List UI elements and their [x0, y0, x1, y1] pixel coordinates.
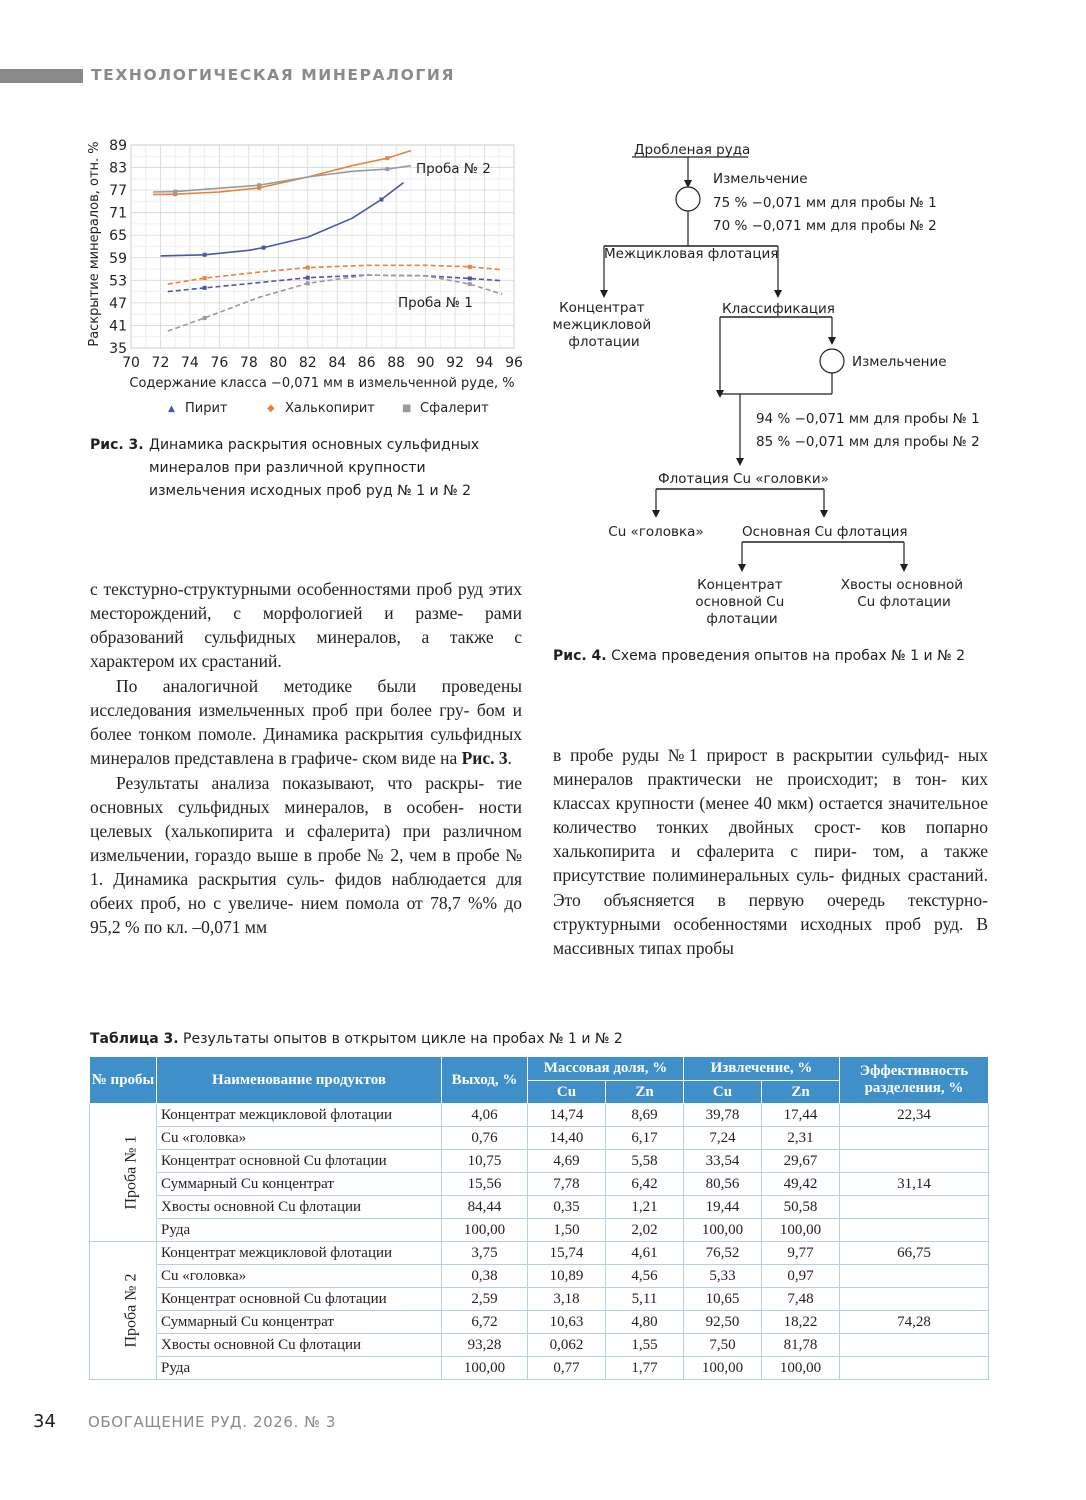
value-cell: 14,74 — [528, 1104, 606, 1127]
data-point — [306, 281, 310, 285]
fig4-caption-text: Схема проведения опытов на пробах № 1 и № 2 — [611, 648, 965, 664]
regrind-spec-2: 85 % −0,071 мм для пробы № 2 — [756, 434, 980, 450]
value-cell: 74,28 — [840, 1311, 989, 1334]
section-title: ТЕХНОЛОГИЧЕСКАЯ МИНЕРАЛОГИЯ — [91, 66, 455, 84]
value-cell: 4,06 — [442, 1104, 528, 1127]
value-cell — [840, 1265, 989, 1288]
value-cell: 39,78 — [684, 1104, 762, 1127]
value-cell: 18,22 — [762, 1311, 840, 1334]
fig4-flowsheet — [552, 132, 992, 632]
header-zn: Zn — [606, 1081, 684, 1104]
value-cell: 49,42 — [762, 1173, 840, 1196]
fig3-caption — [90, 434, 510, 503]
y-tick-label: 47 — [109, 295, 127, 312]
node-main-concentrate: Концентрат основной Cu флотации — [695, 577, 785, 627]
x-tick-label: 78 — [239, 355, 258, 371]
header-sample: № пробы — [90, 1057, 157, 1104]
table-row — [90, 1334, 989, 1357]
table-row — [90, 1242, 989, 1265]
value-cell: 7,50 — [684, 1334, 762, 1357]
value-cell: 100,00 — [442, 1219, 528, 1242]
value-cell — [840, 1150, 989, 1173]
value-cell: 1,50 — [528, 1219, 606, 1242]
value-cell: 0,35 — [528, 1196, 606, 1219]
table-row — [90, 1127, 989, 1150]
y-tick-label: 35 — [109, 341, 127, 357]
annotation-sample-1: Проба № 1 — [398, 295, 473, 311]
paragraph: По аналогичной методике были проведены исследования измельченных проб при более гру- бом и более тонком помоле. Динамика раскрытия сульфидных минералов представлена в графиче- ском виде на Рис. 3. — [90, 675, 522, 769]
y-tick-label: 41 — [109, 318, 127, 335]
annotation-sample-2: Проба № 2 — [416, 161, 491, 177]
y-tick-label: 53 — [109, 273, 127, 290]
sample-group-label: Проба № 1 — [90, 1104, 157, 1242]
value-cell: 3,75 — [442, 1242, 528, 1265]
value-cell: 19,44 — [684, 1196, 762, 1219]
product-name-cell: Суммарный Cu концентрат — [157, 1311, 442, 1334]
header-bar — [0, 69, 83, 83]
node-regrinding: Измельчение — [852, 354, 947, 370]
fig3-caption-line: минералов при различной крупности — [149, 460, 426, 476]
product-name-cell: Хвосты основной Cu флотации — [157, 1196, 442, 1219]
node-intercycle-flotation: Межцикловая флотация — [604, 246, 779, 262]
value-cell: 15,74 — [528, 1242, 606, 1265]
data-point — [385, 167, 389, 171]
table-caption — [90, 1031, 623, 1047]
data-point — [306, 266, 310, 270]
product-name-cell: Концентрат основной Cu флотации — [157, 1288, 442, 1311]
x-tick-label: 94 — [475, 355, 494, 371]
value-cell: 4,56 — [606, 1265, 684, 1288]
value-cell: 0,38 — [442, 1265, 528, 1288]
value-cell: 6,72 — [442, 1311, 528, 1334]
data-point — [203, 286, 207, 290]
header-mass-fraction: Массовая доля, % — [528, 1057, 684, 1081]
value-cell: 10,75 — [442, 1150, 528, 1173]
x-tick-label: 82 — [298, 355, 317, 371]
value-cell: 100,00 — [684, 1219, 762, 1242]
value-cell: 93,28 — [442, 1334, 528, 1357]
value-cell: 0,062 — [528, 1334, 606, 1357]
product-name-cell: Хвосты основной Cu флотации — [157, 1334, 442, 1357]
value-cell: 17,44 — [762, 1104, 840, 1127]
table-row — [90, 1265, 989, 1288]
x-tick-label: 86 — [357, 355, 376, 371]
value-cell: 100,00 — [762, 1357, 840, 1380]
grind-spec-1: 75 % −0,071 мм для пробы № 1 — [713, 195, 937, 211]
grind-spec-2: 70 % −0,071 мм для пробы № 2 — [713, 218, 937, 234]
value-cell: 7,78 — [528, 1173, 606, 1196]
value-cell: 31,14 — [840, 1173, 989, 1196]
value-cell: 66,75 — [840, 1242, 989, 1265]
legend-marker-pyrite: ▲ — [168, 404, 175, 414]
table-row — [90, 1357, 989, 1380]
legend-sphalerite: Сфалерит — [420, 401, 489, 416]
x-tick-label: 90 — [416, 355, 435, 371]
value-cell — [840, 1196, 989, 1219]
data-point — [262, 246, 266, 250]
value-cell: 76,52 — [684, 1242, 762, 1265]
value-cell: 2,31 — [762, 1127, 840, 1150]
node-main-tails: Хвосты основной Cu флотации — [840, 577, 963, 610]
y-tick-label: 65 — [109, 228, 127, 245]
journal-name: ОБОГАЩЕНИЕ РУД. 2026. № 3 — [88, 1413, 337, 1431]
header-recovery: Извлечение, % — [684, 1057, 840, 1081]
x-tick-label: 76 — [210, 355, 229, 371]
table-row — [90, 1219, 989, 1242]
data-point — [203, 253, 207, 257]
value-cell — [840, 1357, 989, 1380]
x-tick-label: 80 — [269, 355, 288, 371]
value-cell: 84,44 — [442, 1196, 528, 1219]
value-cell: 100,00 — [762, 1219, 840, 1242]
data-point — [306, 276, 310, 280]
value-cell: 1,21 — [606, 1196, 684, 1219]
value-cell: 3,18 — [528, 1288, 606, 1311]
value-cell: 6,17 — [606, 1127, 684, 1150]
paragraph: в пробе руды №1 прирост в раскрытии сульфид- ных минералов практически не происходит; в тон- ких классах крупности (менее 40 мкм) остается значительное количество тонких двойных срост- ков попарно халькопирита и сфалерита с пири- том, а также присутствие полиминеральных суль- фидных срастаний. Это объясняется в первую очередь текстурно-структурными особенностями исходных проб руд. В массивных типах пробы — [553, 745, 989, 958]
product-name-cell: Руда — [157, 1357, 442, 1380]
left-column-text — [90, 577, 522, 939]
paragraph: Результаты анализа показывают, что раскры- тие основных сульфидных минералов, в особен- ности целевых (халькопирита и сфалерита) при различном измельчении, гораздо выше в пробе № 2, чем в пробе № 1. Динамика раскрытия суль- фидов наблюдается для обеих проб, но с увеличе- нием помола от 78,7 %% до 95,2 % по кл. –0,071 мм — [90, 772, 523, 938]
fig3-caption-line: измельчения исходных проб руд № 1 и № 2 — [149, 483, 472, 499]
value-cell: 10,63 — [528, 1311, 606, 1334]
value-cell: 4,69 — [528, 1150, 606, 1173]
value-cell: 7,24 — [684, 1127, 762, 1150]
legend-marker-sphalerite: ■ — [402, 403, 412, 414]
data-point — [257, 183, 261, 187]
product-name-cell: Концентрат межцикловой флотации — [157, 1104, 442, 1127]
data-point — [173, 190, 177, 194]
y-axis-label: Раскрытие минералов, отн. % — [87, 141, 102, 347]
legend-chalcopyrite: Халькопирит — [285, 401, 375, 416]
results-table — [89, 1056, 989, 1380]
value-cell: 1,55 — [606, 1334, 684, 1357]
value-cell: 5,11 — [606, 1288, 684, 1311]
x-axis-label: Содержание класса −0,071 мм в измельченной руде, % — [129, 376, 515, 391]
legend-marker-chalcopyrite: ◆ — [267, 403, 275, 414]
value-cell: 29,67 — [762, 1150, 840, 1173]
value-cell: 5,58 — [606, 1150, 684, 1173]
data-point — [203, 316, 207, 320]
value-cell: 14,40 — [528, 1127, 606, 1150]
value-cell: 4,61 — [606, 1242, 684, 1265]
y-tick-label: 77 — [109, 183, 127, 200]
value-cell: 81,78 — [762, 1334, 840, 1357]
value-cell: 92,50 — [684, 1311, 762, 1334]
value-cell — [840, 1127, 989, 1150]
fig3-chart — [80, 132, 523, 424]
x-tick-label: 88 — [387, 355, 406, 371]
value-cell: 0,77 — [528, 1357, 606, 1380]
y-tick-label: 83 — [109, 160, 127, 177]
node-main-flotation: Основная Cu флотация — [742, 524, 908, 540]
value-cell: 0,76 — [442, 1127, 528, 1150]
chart-legend — [168, 401, 489, 416]
header-yield: Выход, % — [442, 1057, 528, 1104]
value-cell: 1,77 — [606, 1357, 684, 1380]
product-name-cell: Cu «головка» — [157, 1265, 442, 1288]
value-cell: 22,34 — [840, 1104, 989, 1127]
x-tick-label: 72 — [151, 355, 170, 371]
data-point — [468, 265, 472, 269]
value-cell: 10,65 — [684, 1288, 762, 1311]
value-cell: 4,80 — [606, 1311, 684, 1334]
x-tick-label: 74 — [181, 355, 199, 371]
product-name-cell: Концентрат межцикловой флотации — [157, 1242, 442, 1265]
value-cell: 80,56 — [684, 1173, 762, 1196]
y-tick-label: 71 — [109, 205, 127, 222]
value-cell: 2,02 — [606, 1219, 684, 1242]
node-grinding: Измельчение — [713, 171, 808, 187]
table-row — [90, 1196, 989, 1219]
regrind-spec-1: 94 % −0,071 мм для пробы № 1 — [756, 411, 980, 427]
value-cell: 5,33 — [684, 1265, 762, 1288]
paragraph: с текстурно-структурными особенностями проб руд этих месторождений, с морфологией и разме- рами образований сульфидных минералов, а также с характером их срастаний. — [90, 579, 523, 672]
table-row — [90, 1150, 989, 1173]
header-product: Наименование продуктов — [157, 1057, 442, 1104]
value-cell — [840, 1334, 989, 1357]
value-cell: 15,56 — [442, 1173, 528, 1196]
fig3-label: Рис. 3. — [90, 437, 144, 453]
data-point — [468, 276, 472, 280]
table-row — [90, 1288, 989, 1311]
header-efficiency: Эффективность разделения, % — [840, 1057, 989, 1104]
table-label: Таблица 3. — [90, 1031, 179, 1047]
x-tick-label: 84 — [328, 355, 347, 371]
node-head-flotation: Флотация Cu «головки» — [658, 471, 829, 487]
node-classification: Классификация — [722, 301, 835, 317]
table-row — [90, 1104, 989, 1127]
node-cu-head: Cu «головка» — [608, 524, 704, 540]
node-crushed-ore: Дробленая руда — [634, 142, 751, 158]
table-row — [90, 1311, 989, 1334]
y-tick-label: 59 — [109, 250, 127, 267]
data-point — [379, 198, 383, 202]
value-cell: 7,48 — [762, 1288, 840, 1311]
fig4-label: Рис. 4. — [553, 648, 607, 664]
right-column-text — [553, 743, 988, 960]
header-cu: Cu — [684, 1081, 762, 1104]
value-cell: 8,69 — [606, 1104, 684, 1127]
value-cell: 2,59 — [442, 1288, 528, 1311]
data-point — [203, 276, 207, 280]
fig4-caption — [553, 648, 965, 664]
value-cell: 9,77 — [762, 1242, 840, 1265]
sample-group-label: Проба № 2 — [90, 1242, 157, 1380]
table-caption-text: Результаты опытов в открытом цикле на пробах № 1 и № 2 — [183, 1031, 623, 1047]
value-cell: 10,89 — [528, 1265, 606, 1288]
figure-reference: Рис. 3 — [461, 748, 508, 769]
header-zn: Zn — [762, 1081, 840, 1104]
x-tick-label: 70 — [122, 355, 140, 371]
data-point — [468, 282, 472, 286]
fig3-caption-line: Динамика раскрытия основных сульфидных — [149, 437, 480, 453]
value-cell: 50,58 — [762, 1196, 840, 1219]
page-number: 34 — [33, 1411, 56, 1432]
value-cell — [840, 1219, 989, 1242]
x-tick-label: 92 — [446, 355, 464, 371]
value-cell: 0,97 — [762, 1265, 840, 1288]
value-cell: 6,42 — [606, 1173, 684, 1196]
x-tick-label: 96 — [505, 355, 523, 371]
product-name-cell: Концентрат основной Cu флотации — [157, 1150, 442, 1173]
legend-pyrite: Пирит — [185, 401, 228, 416]
value-cell: 33,54 — [684, 1150, 762, 1173]
header-cu: Cu — [528, 1081, 606, 1104]
table-row — [90, 1173, 989, 1196]
y-tick-label: 89 — [109, 138, 127, 154]
product-name-cell: Суммарный Cu концентрат — [157, 1173, 442, 1196]
data-point — [385, 156, 389, 160]
node-intercycle-concentrate: Концентрат межцикловой флотации — [552, 300, 652, 350]
value-cell: 100,00 — [684, 1357, 762, 1380]
value-cell: 100,00 — [442, 1357, 528, 1380]
product-name-cell: Cu «головка» — [157, 1127, 442, 1150]
product-name-cell: Руда — [157, 1219, 442, 1242]
value-cell — [840, 1288, 989, 1311]
